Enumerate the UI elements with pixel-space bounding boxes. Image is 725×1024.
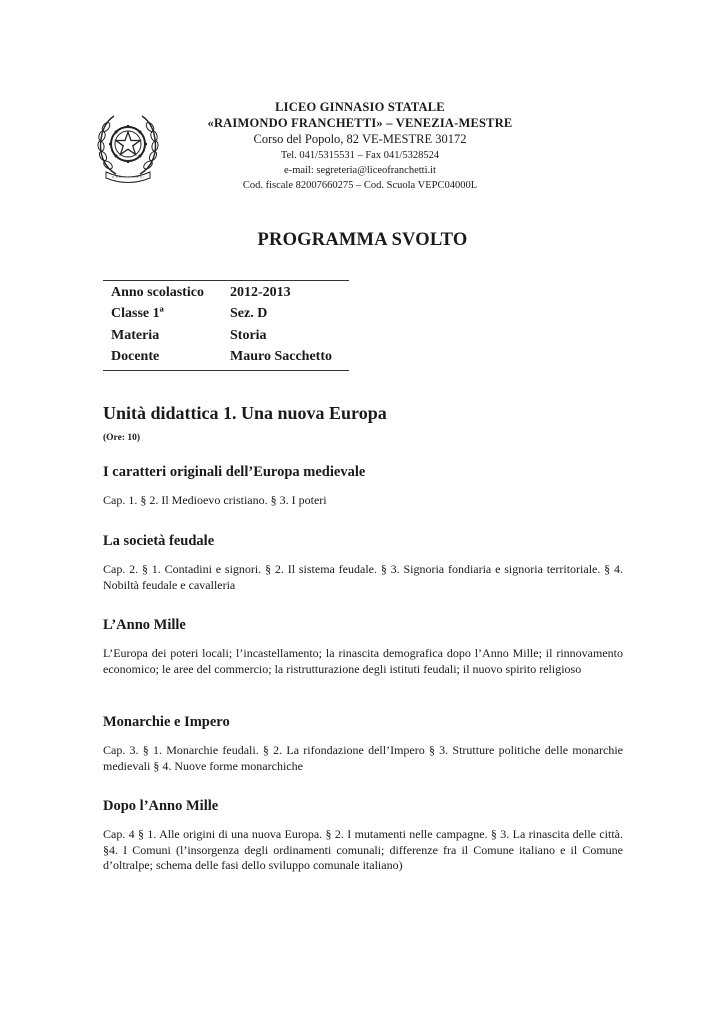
unit-hours: (Ore: 10)	[103, 433, 141, 443]
section-heading: L’Anno Mille	[103, 617, 186, 633]
section-text: Cap. 4 § 1. Alle origini di una nuova Europa. § 2. I mutamenti nelle campagne. § 3. La rinascita delle città. §4. I Comuni (l’insorgenza degli ordinamenti comunali; differenze fra il Comune italiano e il Comune d’oltralpe; schema delle fasi dello sviluppo comunale italiano)	[103, 827, 623, 872]
school-type: LICEO GINNASIO STATALE	[275, 100, 445, 114]
section-heading: Dopo l’Anno Mille	[103, 798, 219, 814]
school-name: «RAIMONDO FRANCHETTI» – VENEZIA-MESTRE	[207, 116, 513, 130]
unit-title: Unità didattica 1. Una nuova Europa	[103, 403, 387, 423]
section-text: L’Europa dei poteri locali; l’incastellamento; la rinascita demografica dopo l’Anno Mille; il rinnovamento economico; le aree del commercio; la ristrutturazione degli istituti feudali; il nuovo spirito religioso	[103, 646, 623, 676]
info-label: Classe 1ª	[111, 306, 164, 322]
italian-republic-emblem-icon	[96, 108, 160, 184]
section-dopo-anno-mille	[103, 797, 623, 874]
section-heading: Monarchie e Impero	[103, 714, 230, 730]
info-label: Materia	[111, 327, 160, 343]
school-header	[190, 99, 530, 193]
info-label: Docente	[111, 349, 160, 365]
section-heading: I caratteri originali dell’Europa medievale	[103, 464, 366, 480]
section-caratteri-originali	[103, 463, 623, 509]
school-codes: Cod. fiscale 82007660275 – Cod. Scuola VEPC04000L	[242, 180, 478, 191]
info-row-subject	[103, 325, 349, 347]
info-value: 2012-2013	[230, 284, 291, 300]
info-row-teacher	[103, 347, 349, 369]
school-address: Corso del Popolo, 82 VE-MESTRE 30172	[253, 132, 467, 146]
info-value: Mauro Sacchetto	[230, 349, 332, 365]
school-email: e-mail: segreteria@liceofranchetti.it	[284, 165, 436, 176]
section-text: Cap. 2. § 1. Contadini e signori. § 2. Il sistema feudale. § 3. Signoria fondiaria e signoria territoriale. § 4. Nobiltà feudale e cavalleria	[103, 562, 623, 592]
info-label: Anno scolastico	[111, 284, 204, 300]
section-anno-mille	[103, 616, 623, 677]
section-heading: La società feudale	[103, 533, 215, 549]
info-table	[103, 280, 349, 371]
section-text: Cap. 1. § 2. Il Medioevo cristiano. § 3. I poteri	[103, 493, 327, 507]
info-value: Sez. D	[230, 306, 268, 322]
section-societa-feudale	[103, 532, 623, 593]
info-value: Storia	[230, 327, 267, 343]
info-row-class	[103, 304, 349, 326]
document-title: PROGRAMMA SVOLTO	[257, 230, 468, 250]
section-monarchie-impero	[103, 713, 623, 774]
info-row-year	[103, 282, 349, 304]
section-text: Cap. 3. § 1. Monarchie feudali. § 2. La rifondazione dell’Impero § 3. Strutture politiche delle monarchie medievali § 4. Nuove forme monarchiche	[103, 743, 623, 773]
school-phone: Tel. 041/5315531 – Fax 041/5328524	[280, 150, 440, 161]
